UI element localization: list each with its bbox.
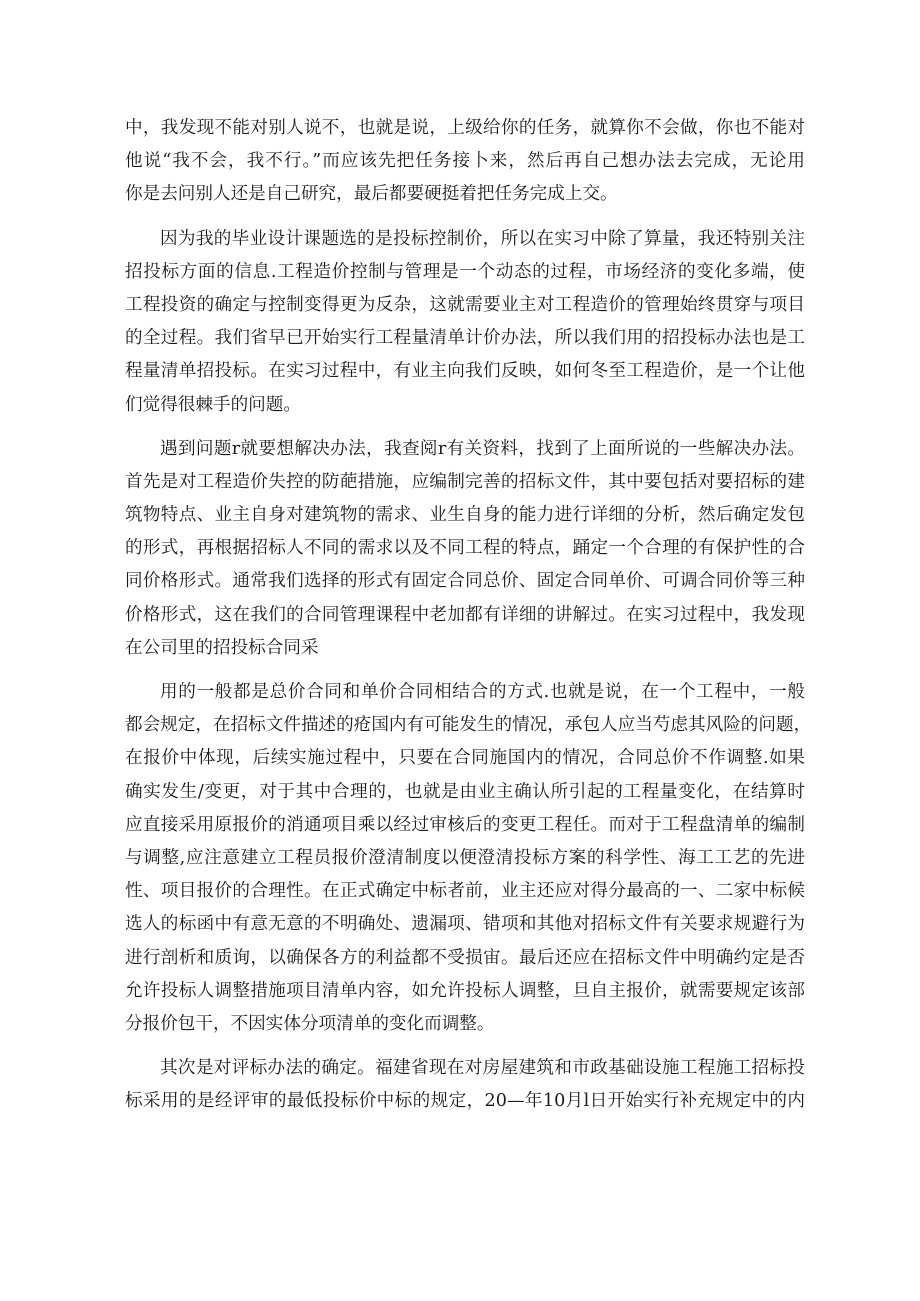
text-line: 价格形式，这在我们的合同管理课程中老加都有详细的讲解过。在实习过程中，我发现: [125, 604, 805, 625]
text-line: 中，我发现不能对别人说不，也就是说，上级给你的任务，就算你不会做，你也不能对: [125, 118, 805, 138]
text-line: 确实发生/变更，对于其中合理的，也就是由业主确认所引起的工程量变化，在结算时: [125, 781, 805, 802]
text-line: 同价格形式。通常我们选择的形式有固定合同总价、固定合同单价、可调合同价等三种: [125, 571, 805, 592]
text-line: 用的一般都是总价合同和单价合同相结合的方式.也就是说，在一个工程中，一般: [160, 682, 805, 702]
text-line: 在公司里的招投标合同采: [125, 637, 319, 658]
text-line: 的形式，再根据招标人不同的需求以及不同工程的特点，踊定一个合理的有保护性的合: [125, 538, 805, 559]
text-line: 筑物特点、业主自身对建筑物的需求、业生自身的能力进行详细的分析，然后确定发包: [125, 505, 805, 526]
text-line: 在报价中体现，后续实施过程中，只要在合同施国内的情况，合同总价不作调整.如果: [125, 748, 805, 769]
text-line: 允许投标人调整措施项目清单内容，如允许投标人调整，旦自主报价，就需要规定该部: [125, 980, 805, 1001]
text-line: 们觉得很棘手的问题。: [125, 394, 301, 415]
paragraph: [125, 1052, 805, 1118]
text-line: 应直接采用原报价的消通项目乘以经过审核后的变更工程任。而对于工程盘清单的编制: [125, 814, 805, 835]
text-line: 招投标方面的信息.工程造价控制与管理是一个动态的过程，市场经济的变化多端，使: [125, 261, 805, 282]
text-line: 标采用的是经评审的最低投标价中标的规定，20—年10月l日开始实行补充规定中的内: [125, 1091, 805, 1112]
text-line: 的全过程。我们省早已开始实行工程量清单计价办法，所以我们用的招投标办法也是工: [125, 328, 805, 349]
text-line: 与调整,应注意建立工程员报价澄清制度以便澄清投标方案的科学性、海工工艺的先进: [125, 847, 805, 868]
text-line: 你是去问别人还是自己研究，最后都要硬挺着把任务完成上交。: [125, 184, 618, 205]
text-line: 性、项目报价的合理性。在正式确定中标者前，业主还应对得分最高的一、二家中标候: [125, 881, 805, 902]
paragraph: [125, 676, 812, 1041]
text-line: 因为我的毕业设计课题选的是投标控制价，所以在实习中除了算量，我还特别关注: [160, 228, 805, 249]
paragraph: [125, 433, 805, 665]
text-line: 他说“我不会，我不行。”而应该先把任务接卜来，然后再自己想办法去完成，无论用: [125, 151, 805, 172]
body-text: [125, 112, 812, 1118]
paragraph-gap: [125, 1041, 805, 1052]
text-line: 遇到问题r就要想解决办法，我查阅r有关资料，找到了上面所说的一些解决办法。: [160, 438, 805, 459]
paragraph-gap: [125, 665, 805, 676]
text-line: 进行剖析和质询，以确保各方的利益都不受损宙。最后还应在招标文件中明确约定是否: [125, 947, 805, 968]
paragraph: [125, 112, 805, 212]
text-line: 选人的标函中有意无意的不明确处、遗漏项、错项和其他对招标文件有关要求规避行为: [125, 914, 805, 935]
paragraph: [125, 223, 805, 422]
paragraph-gap: [125, 422, 805, 433]
text-line: 分报价包干，不因实体分项清单的变化而调整。: [125, 1013, 495, 1034]
text-line: 工程投资的确定与控制变得更为反杂，这就需要业主对工程造价的管理始终贯穿与项目: [125, 294, 805, 315]
text-line: 其次是对评标办法的确定。福建省现在对房屋建筑和市政基础设施工程施工招标投: [160, 1058, 805, 1079]
paragraph-gap: [125, 212, 805, 223]
text-line: 程量清单招投标。在实习过程中，有业主向我们反映，如何冬至工程造价，是一个让他: [125, 361, 805, 382]
text-line: 首先是对工程造价失控的防葩措施，应编制完善的招标文件，其中要包括对要招标的建: [125, 471, 805, 492]
text-line: 都会规定，在招标文件描述的疮国内有可能发生的情况，承包人应当芍虑其风险的问题，: [125, 715, 812, 736]
